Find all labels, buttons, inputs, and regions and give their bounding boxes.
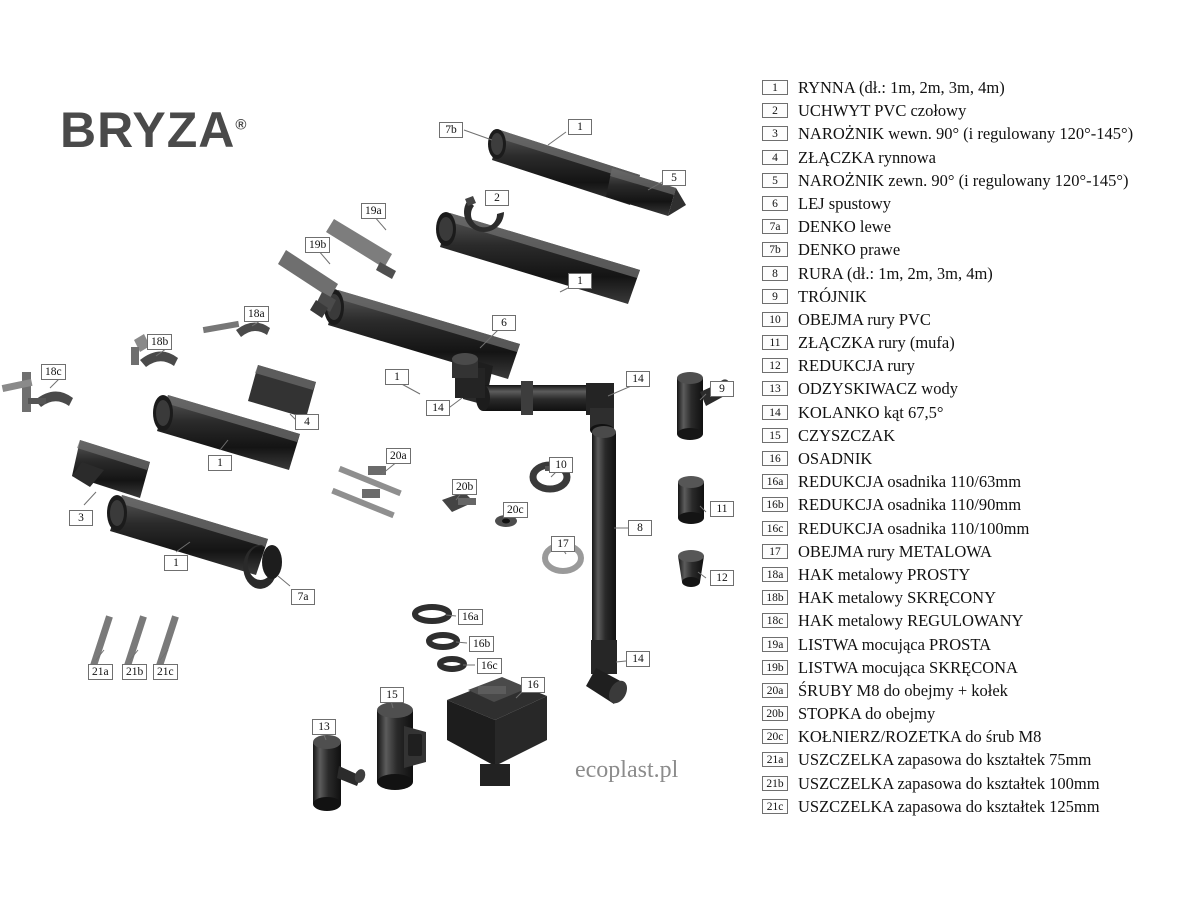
legend-label: USZCZELKA zapasowa do kształtek 100mm: [798, 773, 1100, 793]
legend-label: REDUKCJA osadnika 110/100mm: [798, 518, 1030, 538]
callout-tag[interactable]: 16c: [477, 658, 502, 674]
legend-item: [762, 658, 1192, 681]
mounting-strip-straight-19a: [326, 219, 396, 279]
legend-label: DENKO prawe: [798, 240, 901, 260]
callout-tag[interactable]: 11: [710, 501, 734, 517]
callout-tag[interactable]: 14: [626, 651, 650, 667]
legend-label: REDUKCJA osadnika 110/63mm: [798, 472, 1022, 492]
legend-label: CZYSZCZAK: [798, 425, 896, 445]
legend-label: ZŁĄCZKA rynnowa: [798, 147, 936, 167]
legend-item: [762, 495, 1192, 518]
legend-item: [762, 426, 1192, 449]
legend-number: 21c: [762, 799, 788, 814]
legend-number: 13: [762, 381, 788, 396]
callout-tag[interactable]: 1: [385, 369, 409, 385]
legend-item: [762, 101, 1192, 124]
downpipe-horizontal-run: [452, 353, 614, 436]
callout-tag[interactable]: 1: [164, 555, 188, 571]
pipe-coupler: [678, 476, 704, 524]
legend-item: [762, 681, 1192, 704]
legend-number: 20b: [762, 706, 788, 721]
legend-label: KOLANKO kąt 67,5°: [798, 402, 944, 422]
legend-number: 15: [762, 428, 788, 443]
legend-item: [762, 774, 1192, 797]
callout-tag[interactable]: 18b: [147, 334, 172, 350]
legend-label: DENKO lewe: [798, 217, 892, 237]
callout-tag[interactable]: 9: [710, 381, 734, 397]
clamp-screws: [331, 466, 401, 518]
legend-number: 21a: [762, 752, 788, 767]
legend-item: [762, 356, 1192, 379]
legend-item: [762, 333, 1192, 356]
legend-label: OBEJMA rury METALOWA: [798, 541, 992, 561]
spare-seals: [90, 615, 179, 667]
legend-item: [762, 287, 1192, 310]
legend-item: [762, 171, 1192, 194]
legend-item: [762, 148, 1192, 171]
legend-item: [762, 519, 1192, 542]
callout-tag[interactable]: 1: [568, 273, 592, 289]
legend-number: 18b: [762, 590, 788, 605]
legend-item: [762, 240, 1192, 263]
legend-item: [762, 124, 1192, 147]
legend-number: 7b: [762, 242, 788, 257]
legend-label: RURA (dł.: 1m, 2m, 3m, 4m): [798, 263, 993, 283]
legend-number: 21b: [762, 776, 788, 791]
legend-item: [762, 194, 1192, 217]
callout-tag[interactable]: 3: [69, 510, 93, 526]
legend-label: RYNNA (dł.: 1m, 2m, 3m, 4m): [798, 78, 1005, 97]
clean-out-access: [377, 702, 426, 790]
callout-tag[interactable]: 15: [380, 687, 404, 703]
legend-label: LISTWA mocująca SKRĘCONA: [798, 657, 1018, 677]
legend-number: 7a: [762, 219, 788, 234]
brand-name: BRYZA: [60, 102, 236, 158]
silt-trap: [447, 677, 547, 786]
legend-label: UCHWYT PVC czołowy: [798, 101, 967, 121]
legend-number: 4: [762, 150, 788, 165]
callout-tag[interactable]: 17: [551, 536, 575, 552]
legend-label: USZCZELKA zapasowa do kształtek 75mm: [798, 750, 1092, 770]
legend-number: 8: [762, 266, 788, 281]
callout-tag[interactable]: 14: [426, 400, 450, 416]
legend-label: TRÓJNIK: [798, 286, 867, 306]
callout-tag[interactable]: 6: [492, 315, 516, 331]
legend-item: [762, 565, 1192, 588]
callout-tag[interactable]: 4: [295, 414, 319, 430]
legend-number: 16b: [762, 497, 788, 512]
callout-tag[interactable]: 5: [662, 170, 686, 186]
registered-mark: ®: [235, 116, 248, 134]
legend-label: HAK metalowy REGULOWANY: [798, 611, 1024, 631]
legend-item: [762, 310, 1192, 333]
legend-number: 1: [762, 80, 788, 95]
legend-item: [762, 403, 1192, 426]
callout-tag[interactable]: 19b: [305, 237, 330, 253]
legend-number: 18c: [762, 613, 788, 628]
legend-item: [762, 78, 1192, 101]
legend-number: 12: [762, 358, 788, 373]
downpipe-bottom-elbow: [586, 640, 631, 706]
legend-item: [762, 635, 1192, 658]
callout-tag[interactable]: 21c: [153, 664, 178, 680]
mounting-strip-twisted-19b: [278, 250, 338, 318]
legend-item: [762, 588, 1192, 611]
callout-tag[interactable]: 19a: [361, 203, 386, 219]
legend-item: [762, 264, 1192, 287]
legend-label: ŚRUBY M8 do obejmy + kołek: [798, 680, 1008, 700]
legend-item: [762, 797, 1192, 820]
legend-number: 20c: [762, 729, 788, 744]
callout-tag[interactable]: 16b: [469, 636, 494, 652]
legend-number: 16a: [762, 474, 788, 489]
callout-tag[interactable]: 21b: [122, 664, 147, 680]
legend-label: HAK metalowy PROSTY: [798, 564, 971, 584]
legend-number: 17: [762, 544, 788, 559]
legend-item: [762, 379, 1192, 402]
legend-item: [762, 704, 1192, 727]
callout-tag[interactable]: 20b: [452, 479, 477, 495]
callout-tag[interactable]: 2: [485, 190, 509, 206]
callout-tag[interactable]: 8: [628, 520, 652, 536]
legend-number: 6: [762, 196, 788, 211]
legend-label: REDUKCJA osadnika 110/90mm: [798, 495, 1022, 515]
pipe-reducer: [678, 550, 704, 587]
legend-label: NAROŻNIK zewn. 90° (i regulowany 120°-145°): [798, 170, 1129, 190]
legend-label: STOPKA do obejmy: [798, 704, 936, 724]
legend-number: 18a: [762, 567, 788, 582]
legend-label: REDUKCJA rury: [798, 356, 915, 376]
legend-item: [762, 750, 1192, 773]
legend-label: ZŁĄCZKA rury (mufa): [798, 333, 955, 353]
legend-label: LEJ spustowy: [798, 193, 892, 213]
legend-label: ODZYSKIWACZ wody: [798, 379, 958, 399]
legend-number: 9: [762, 289, 788, 304]
legend-label: OBEJMA rury PVC: [798, 309, 931, 329]
legend-item: [762, 449, 1192, 472]
legend-number: 3: [762, 126, 788, 141]
inner-corner-90: [72, 440, 150, 498]
legend-item: [762, 217, 1192, 240]
legend-label: HAK metalowy SKRĘCONY: [798, 588, 996, 608]
legend-label: OSADNIK: [798, 449, 873, 468]
legend-number: 11: [762, 335, 788, 350]
legend-number: 20a: [762, 683, 788, 698]
legend-number: 14: [762, 405, 788, 420]
callout-tag[interactable]: 20c: [503, 502, 528, 518]
legend-label: KOŁNIERZ/ROZETKA do śrub M8: [798, 727, 1042, 747]
legend-number: 19a: [762, 637, 788, 652]
callout-tag[interactable]: 7a: [291, 589, 315, 605]
callout-tag[interactable]: 16: [521, 677, 545, 693]
legend-item: [762, 542, 1192, 565]
callout-tag[interactable]: 14: [626, 371, 650, 387]
legend-number: 2: [762, 103, 788, 118]
gutter-connector: [248, 365, 316, 418]
water-recovery-unit: [313, 735, 367, 811]
legend-number: 5: [762, 173, 788, 188]
legend-label: LISTWA mocująca PROSTA: [798, 634, 991, 654]
callout-tag[interactable]: 20a: [386, 448, 411, 464]
downpipe-vertical: [592, 426, 616, 658]
legend-number: 19b: [762, 660, 788, 675]
callout-tag[interactable]: 1: [208, 455, 232, 471]
hook-straight-18a: [203, 321, 270, 337]
legend-item: [762, 727, 1192, 750]
site-watermark: ecoplast.pl: [575, 757, 679, 783]
clamp-footplate: [442, 492, 476, 512]
callout-tag[interactable]: 1: [568, 119, 592, 135]
callout-tag[interactable]: 10: [549, 457, 573, 473]
legend-label: USZCZELKA zapasowa do kształtek 125mm: [798, 796, 1100, 816]
callout-tag[interactable]: 18a: [244, 306, 269, 322]
callout-tag[interactable]: 21a: [88, 664, 113, 680]
callout-tag[interactable]: 12: [710, 570, 734, 586]
legend-label: NAROŻNIK wewn. 90° (i regulowany 120°-145°): [798, 124, 1134, 144]
callout-tag[interactable]: 7b: [439, 122, 463, 138]
legend-number: 10: [762, 312, 788, 327]
legend-number: 16: [762, 451, 788, 466]
legend-item: [762, 472, 1192, 495]
callout-tag[interactable]: 16a: [458, 609, 483, 625]
callout-tag[interactable]: 13: [312, 719, 336, 735]
legend-number: 16c: [762, 521, 788, 536]
silt-trap-reducers: [415, 607, 464, 669]
parts-legend: [762, 78, 1192, 820]
gutter-segment-second: [436, 212, 640, 304]
callout-tag[interactable]: 18c: [41, 364, 66, 380]
legend-item: [762, 611, 1192, 634]
